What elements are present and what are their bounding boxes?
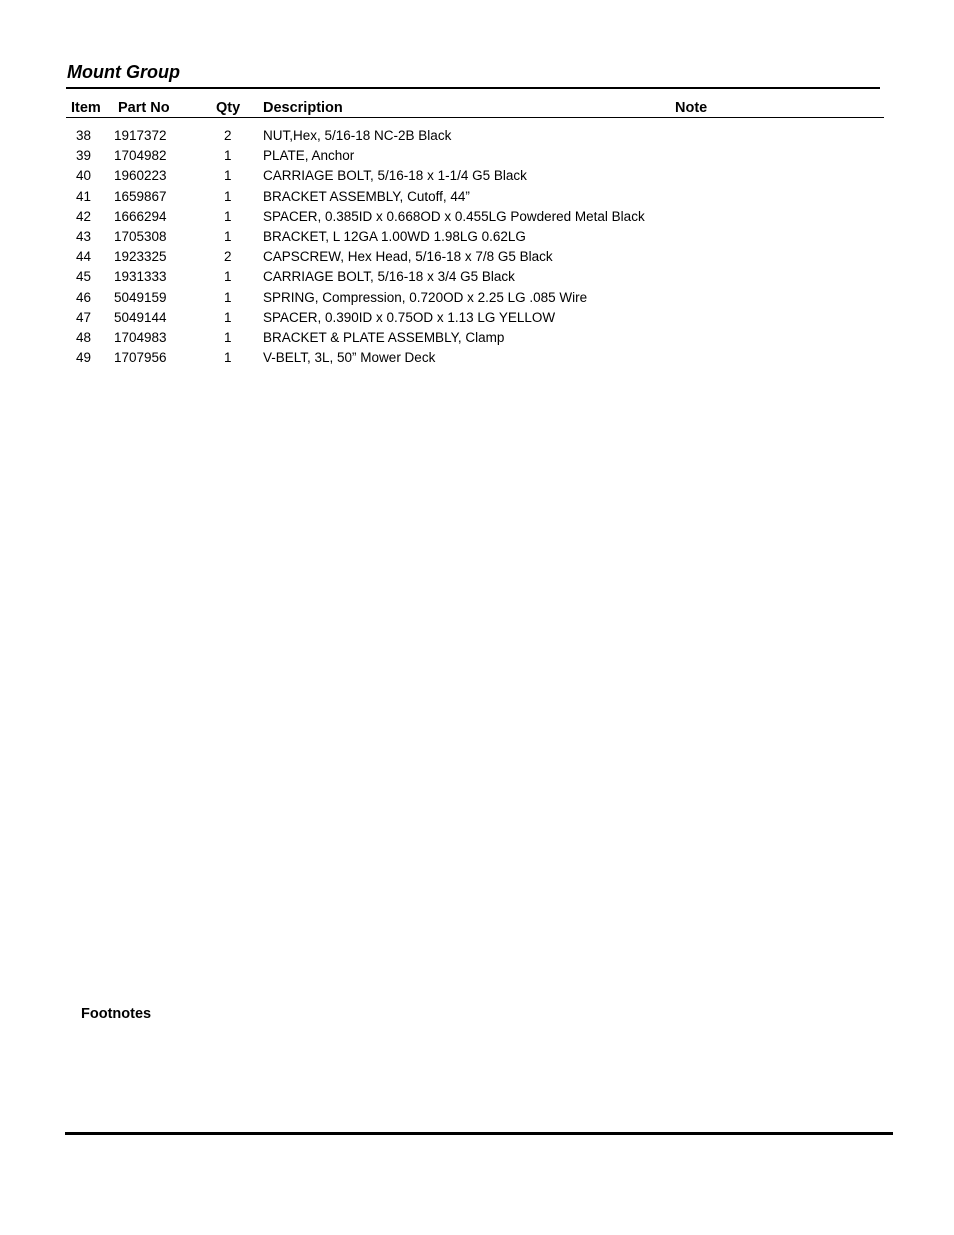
quantity: 1 — [224, 208, 232, 224]
quantity: 1 — [224, 329, 232, 345]
item-number: 45 — [76, 269, 92, 285]
quantity: 1 — [224, 269, 232, 285]
table-row — [0, 227, 954, 247]
item-number: 44 — [76, 249, 92, 265]
part-number: 1659867 — [114, 188, 167, 204]
quantity: 1 — [224, 168, 232, 184]
item-number: 47 — [76, 309, 92, 325]
description: SPACER, 0.385ID x 0.668OD x 0.455LG Powdered Metal Black — [263, 208, 645, 224]
part-number: 5049144 — [114, 309, 167, 325]
quantity: 1 — [224, 228, 232, 244]
item-number: 40 — [76, 168, 92, 184]
quantity: 2 — [224, 128, 232, 143]
item-number: 42 — [76, 208, 92, 224]
part-number: 1705308 — [114, 228, 167, 244]
part-number: 1666294 — [114, 208, 167, 224]
description: CARRIAGE BOLT, 5/16-18 x 1-1/4 G5 Black — [263, 168, 527, 184]
table-row — [0, 267, 954, 287]
table-row — [0, 308, 954, 328]
part-number: 1704982 — [114, 148, 167, 164]
description: SPACER, 0.390ID x 0.75OD x 1.13 LG YELLOW — [263, 309, 556, 325]
part-number: 1707956 — [114, 350, 167, 366]
quantity: 1 — [224, 289, 232, 305]
footer-divider — [65, 1132, 893, 1135]
description: BRACKET ASSEMBLY, Cutoff, 44” — [263, 188, 470, 204]
column-header-description: Description — [263, 100, 343, 116]
description: BRACKET, L 12GA 1.00WD 1.98LG 0.62LG — [263, 228, 526, 244]
quantity: 1 — [224, 148, 232, 164]
table-row — [0, 288, 954, 308]
part-number: 1923325 — [114, 249, 167, 265]
part-number: 1917372 — [114, 128, 167, 143]
column-header-qty: Qty — [216, 100, 241, 116]
description: NUT,Hex, 5/16-18 NC-2B Black — [263, 128, 452, 143]
table-row — [0, 166, 954, 186]
section-title: Mount Group — [67, 62, 180, 82]
table-row — [0, 328, 954, 348]
table-row — [0, 126, 954, 146]
part-number: 1931333 — [114, 269, 167, 285]
description: CAPSCREW, Hex Head, 5/16-18 x 7/8 G5 Black — [263, 249, 553, 265]
table-row — [0, 146, 954, 166]
description: PLATE, Anchor — [263, 148, 355, 164]
table-row — [0, 187, 954, 207]
quantity: 1 — [224, 188, 232, 204]
column-header-part-no: Part No — [118, 100, 170, 116]
column-header-note: Note — [675, 100, 708, 116]
quantity: 2 — [224, 249, 232, 265]
footnotes-heading: Footnotes — [81, 1006, 152, 1022]
header-divider — [66, 117, 884, 118]
item-number: 38 — [76, 128, 92, 143]
item-number: 43 — [76, 228, 92, 244]
item-number: 49 — [76, 350, 92, 366]
description: SPRING, Compression, 0.720OD x 2.25 LG .085 Wire — [263, 289, 588, 305]
description: BRACKET & PLATE ASSEMBLY, Clamp — [263, 329, 505, 345]
item-number: 41 — [76, 188, 92, 204]
quantity: 1 — [224, 309, 232, 325]
part-number: 1960223 — [114, 168, 167, 184]
parts-table — [0, 126, 954, 368]
table-row — [0, 247, 954, 267]
item-number: 48 — [76, 329, 92, 345]
table-row — [0, 207, 954, 227]
column-header-item: Item — [71, 100, 101, 116]
part-number: 1704983 — [114, 329, 167, 345]
item-number: 39 — [76, 148, 92, 164]
description: CARRIAGE BOLT, 5/16-18 x 3/4 G5 Black — [263, 269, 515, 285]
title-divider — [66, 87, 880, 89]
description: V-BELT, 3L, 50” Mower Deck — [263, 350, 436, 366]
table-row — [0, 348, 954, 368]
item-number: 46 — [76, 289, 92, 305]
quantity: 1 — [224, 350, 232, 366]
part-number: 5049159 — [114, 289, 167, 305]
